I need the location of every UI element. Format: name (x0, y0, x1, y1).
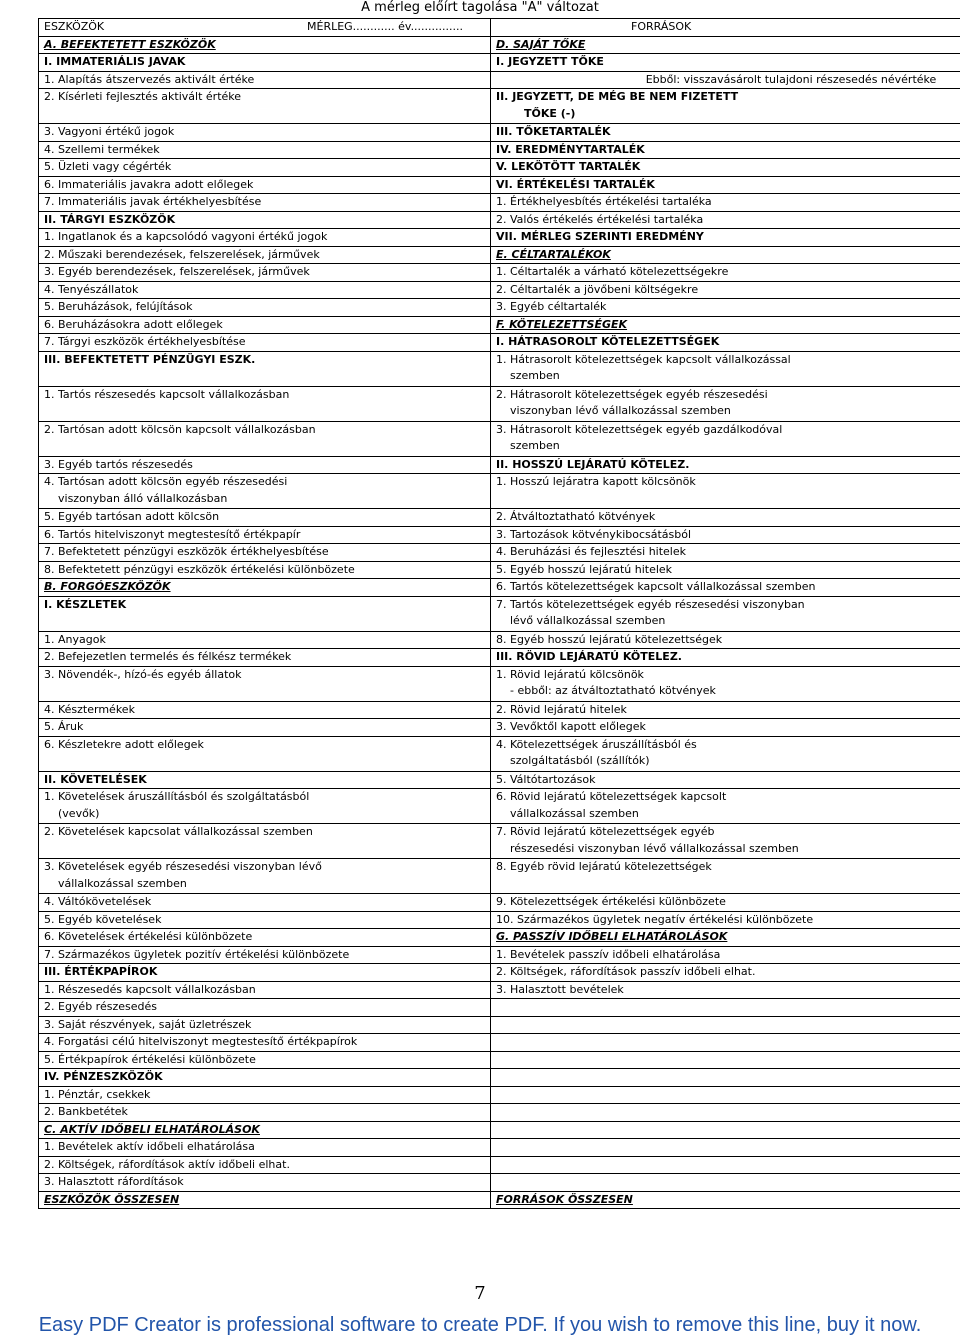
asset-line: 2. Egyéb részesedés (44, 1000, 157, 1013)
liability-cell (491, 666, 960, 701)
liability-cell (491, 334, 960, 352)
asset-line: 4. Tenyészállatok (44, 282, 139, 296)
liability-cell (491, 421, 960, 456)
table-row (39, 1069, 960, 1087)
asset-line: 6. Tartós hitelviszonyt megtestesítő értékpapír (44, 527, 301, 541)
asset-line: 4. Váltókövetelések (44, 895, 152, 908)
table-row (39, 1086, 960, 1104)
header-balance-label: MÉRLEG............ év............... (307, 20, 464, 33)
asset-line: ESZKÖZÖK ÖSSZESEN (44, 1192, 180, 1206)
asset-line: II. KÖVETELÉSEK (44, 772, 147, 786)
liability-cell (491, 36, 960, 54)
asset-line: I. IMMATERIÁLIS JAVAK (44, 55, 186, 68)
asset-cell (39, 544, 491, 562)
liability-line: II. JEGYZETT, DE MÉG BE NEM FIZETETT (496, 90, 739, 103)
liability-cell (491, 229, 960, 247)
asset-cell (39, 771, 491, 789)
asset-line: 7. Tárgyi eszközök értékhelyesbítése (44, 335, 246, 348)
asset-cell (39, 159, 491, 177)
document-title: A mérleg előírt tagolása "A" változat (361, 0, 599, 15)
liability-line: 6. Rövid lejáratú kötelezettségek kapcsolt (496, 790, 727, 803)
liability-line: I. HÁTRASOROLT KÖTELEZETTSÉGEK (496, 335, 720, 348)
table-row (39, 1191, 960, 1209)
asset-line: 1. Követelések áruszállításból és szolgáltatásból (44, 790, 310, 803)
asset-cell (39, 666, 491, 701)
table-row (39, 246, 960, 264)
asset-line-continuation: vállalkozással szemben (58, 876, 187, 890)
liability-line: 3. Halasztott bevételek (496, 982, 624, 996)
table-row (39, 316, 960, 334)
liability-cell (491, 474, 960, 509)
liability-line: 3. Vevőktől kapott előlegek (496, 720, 646, 733)
asset-cell (39, 176, 491, 194)
header-left-cell (39, 19, 491, 37)
table-row (39, 1121, 960, 1139)
liability-cell (491, 386, 960, 421)
liability-cell (491, 89, 960, 124)
table-row (39, 1139, 960, 1157)
asset-line: 1. Ingatlanok és a kapcsolódó vagyoni értékű jogok (44, 230, 328, 243)
table-row (39, 666, 960, 701)
asset-line: 5. Beruházások, felújítások (44, 300, 193, 313)
asset-line: 6. Készletekre adott előlegek (44, 737, 204, 751)
liability-line: 1. Céltartalék a várható kötelezettségekre (496, 265, 729, 278)
liability-cell (491, 316, 960, 334)
asset-cell (39, 631, 491, 649)
liability-cell (491, 789, 960, 824)
asset-cell (39, 561, 491, 579)
table-row (39, 1156, 960, 1174)
asset-cell (39, 71, 491, 89)
table-row (39, 894, 960, 912)
liability-cell (491, 561, 960, 579)
asset-line: 3. Halasztott ráfordítások (44, 1175, 184, 1188)
liability-line: 1. Értékhelyesbítés értékelési tartaléka (496, 195, 712, 208)
table-row (39, 141, 960, 159)
asset-cell (39, 299, 491, 317)
liability-line: IV. EREDMÉNYTARTALÉK (496, 142, 645, 156)
liability-line: 3. Egyéb céltartalék (496, 300, 607, 313)
asset-line: 2. Műszaki berendezések, felszerelések, járművek (44, 247, 320, 261)
asset-cell (39, 526, 491, 544)
liability-cell (491, 509, 960, 527)
asset-line: III. BEFEKTETETT PÉNZÜGYI ESZK. (44, 352, 256, 366)
asset-cell (39, 351, 491, 386)
asset-line: 2. Költségek, ráfordítások aktív időbeli elhat. (44, 1157, 290, 1171)
header-liabilities-label: FORRÁSOK (631, 20, 692, 33)
asset-cell (39, 999, 491, 1017)
table-row (39, 561, 960, 579)
table-row (39, 1174, 960, 1192)
table-row (39, 649, 960, 667)
asset-cell (39, 649, 491, 667)
table-row (39, 579, 960, 597)
asset-cell (39, 1016, 491, 1034)
liability-cell (491, 999, 960, 1017)
asset-cell (39, 929, 491, 947)
asset-cell (39, 1139, 491, 1157)
liability-cell (491, 649, 960, 667)
asset-line: 8. Befektetett pénzügyi eszközök értékelési különbözete (44, 562, 355, 576)
table-row (39, 929, 960, 947)
asset-line: III. ÉRTÉKPAPÍROK (44, 965, 158, 978)
asset-cell (39, 334, 491, 352)
asset-line: 5. Áruk (44, 720, 84, 733)
asset-cell (39, 281, 491, 299)
liability-cell (491, 579, 960, 597)
liability-line: F. KÖTELEZETTSÉGEK (496, 317, 628, 331)
liability-cell (491, 981, 960, 999)
asset-cell (39, 54, 491, 72)
liability-cell (491, 54, 960, 72)
liability-cell (491, 1086, 960, 1104)
liability-line: 6. Tartós kötelezettségek kapcsolt vállalkozással szemben (496, 580, 816, 593)
liability-line: 7. Rövid lejáratú kötelezettségek egyéb (496, 825, 715, 838)
liability-line: 4. Kötelezettségek áruszállításból és (496, 737, 697, 751)
asset-line: 3. Növendék-, hízó-és egyéb állatok (44, 667, 242, 681)
asset-cell (39, 211, 491, 229)
table-row (39, 351, 960, 386)
asset-cell (39, 1191, 491, 1209)
liability-cell (491, 141, 960, 159)
liability-line: 2. Valós értékelés értékelési tartaléka (496, 212, 704, 226)
liability-line: II. HOSSZÚ LEJÁRATÚ KÖTELEZ. (496, 457, 690, 471)
liability-cell (491, 1016, 960, 1034)
table-row (39, 509, 960, 527)
table-row (39, 334, 960, 352)
liability-cell (491, 71, 960, 89)
asset-cell (39, 1156, 491, 1174)
asset-line: 3. Saját részvények, saját üzletrészek (44, 1017, 252, 1031)
table-row (39, 964, 960, 982)
asset-line: 3. Követelések egyéb részesedési viszonyban lévő (44, 860, 322, 873)
asset-line: 2. Kísérleti fejlesztés aktivált értéke (44, 90, 242, 103)
table-row (39, 1051, 960, 1069)
footer-banner: Easy PDF Creator is professional software to create PDF. If you wish to remove this line, buy it now. (38, 1314, 922, 1336)
liability-cell (491, 1121, 960, 1139)
liability-line: 5. Váltótartozások (496, 772, 596, 786)
asset-cell (39, 474, 491, 509)
asset-cell (39, 946, 491, 964)
table-row (39, 771, 960, 789)
asset-cell (39, 124, 491, 142)
asset-cell (39, 89, 491, 124)
liability-line: Ebből: visszavásárolt tulajdoni részesedés névértéke (645, 72, 937, 86)
table-row (39, 946, 960, 964)
table-row (39, 194, 960, 212)
liability-cell (491, 771, 960, 789)
asset-line-continuation: (vevők) (58, 806, 100, 820)
table-row (39, 981, 960, 999)
table-row (39, 1104, 960, 1122)
liability-cell (491, 194, 960, 212)
table-row (39, 299, 960, 317)
asset-line: 2. Bankbetétek (44, 1105, 128, 1118)
asset-cell (39, 964, 491, 982)
asset-cell (39, 456, 491, 474)
asset-cell (39, 386, 491, 421)
asset-line: C. AKTÍV IDŐBELI ELHATÁROLÁSOK (44, 1122, 260, 1136)
table-row (39, 176, 960, 194)
table-row (39, 54, 960, 72)
asset-cell (39, 246, 491, 264)
asset-cell (39, 1034, 491, 1052)
liability-line-continuation: szemben (510, 439, 560, 452)
asset-line-continuation: viszonyban álló vállalkozásban (58, 491, 228, 505)
asset-cell (39, 264, 491, 282)
asset-cell (39, 509, 491, 527)
liability-line-continuation: viszonyban lévő vállalkozással szemben (510, 404, 731, 417)
table-row (39, 859, 960, 894)
asset-line: 5. Értékpapírok értékelési különbözete (44, 1052, 256, 1066)
asset-line: 1. Alapítás átszervezés aktivált értéke (44, 72, 255, 86)
liability-line: G. PASSZÍV IDŐBELI ELHATÁROLÁSOK (496, 930, 728, 943)
table-row (39, 474, 960, 509)
asset-line: 5. Egyéb tartósan adott kölcsön (44, 510, 220, 523)
asset-cell (39, 1069, 491, 1087)
liability-line: 7. Tartós kötelezettségek egyéb részesedési viszonyban (496, 597, 805, 611)
liability-cell (491, 526, 960, 544)
table-row (39, 229, 960, 247)
liability-line: I. JEGYZETT TŐKE (496, 55, 604, 68)
liability-line: 1. Hátrasorolt kötelezettségek kapcsolt vállalkozással (496, 352, 791, 366)
asset-line: 6. Immateriális javakra adott előlegek (44, 177, 254, 191)
asset-cell (39, 1104, 491, 1122)
asset-line: 4. Késztermékek (44, 702, 135, 716)
asset-line: IV. PÉNZESZKÖZÖK (44, 1070, 163, 1083)
asset-cell (39, 141, 491, 159)
asset-line: 2. Követelések kapcsolat vállalkozással szemben (44, 825, 313, 838)
table-row (39, 596, 960, 631)
header-assets-label: ESZKÖZÖK (44, 20, 105, 33)
table-row (39, 1034, 960, 1052)
asset-line: 5. Egyéb követelések (44, 912, 162, 926)
liability-cell (491, 1051, 960, 1069)
table-row (39, 456, 960, 474)
liability-line: 4. Beruházási és fejlesztési hitelek (496, 545, 686, 558)
liability-line: 3. Tartozások kötvénykibocsátásból (496, 527, 692, 541)
asset-line: II. TÁRGYI ESZKÖZÖK (44, 212, 176, 226)
liability-line: 3. Hátrasorolt kötelezettségek egyéb gazdálkodóval (496, 422, 783, 436)
asset-cell (39, 1121, 491, 1139)
asset-cell (39, 1086, 491, 1104)
asset-line: B. FORGÓESZKÖZÖK (44, 580, 171, 593)
liability-line-continuation: vállalkozással szemben (510, 806, 639, 820)
liability-line: 1. Rövid lejáratú kölcsönök (496, 667, 644, 681)
liability-line: VII. MÉRLEG SZERINTI EREDMÉNY (496, 230, 704, 243)
liability-cell (491, 456, 960, 474)
asset-line: 7. Immateriális javak értékhelyesbítése (44, 195, 262, 208)
asset-cell (39, 981, 491, 999)
asset-line: I. KÉSZLETEK (44, 597, 127, 611)
asset-cell (39, 579, 491, 597)
liability-cell (491, 701, 960, 719)
asset-line: 3. Egyéb berendezések, felszerelések, járművek (44, 265, 310, 278)
liability-line: 8. Egyéb hosszú lejáratú kötelezettségek (496, 632, 723, 646)
asset-line: 1. Bevételek aktív időbeli elhatárolása (44, 1140, 255, 1153)
liability-cell (491, 1104, 960, 1122)
asset-cell (39, 894, 491, 912)
table-row (39, 89, 960, 124)
asset-cell (39, 229, 491, 247)
liability-cell (491, 736, 960, 771)
asset-line: 4. Tartósan adott kölcsön egyéb részesedési (44, 475, 288, 488)
asset-line: 7. Befektetett pénzügyi eszközök értékhelyesbítése (44, 545, 329, 558)
page-number: 7 (474, 1283, 486, 1304)
asset-line: 4. Szellemi termékek (44, 142, 160, 156)
liability-cell (491, 264, 960, 282)
asset-cell (39, 421, 491, 456)
liability-cell (491, 1034, 960, 1052)
asset-line: 4. Forgatási célú hitelviszonyt megtestesítő értékpapírok (44, 1035, 358, 1048)
liability-line: E. CÉLTARTALÉKOK (496, 247, 611, 261)
liability-line: D. SAJÁT TŐKE (496, 37, 586, 51)
table-row (39, 789, 960, 824)
liability-line: 8. Egyéb rövid lejáratú kötelezettségek (496, 860, 712, 873)
table-row (39, 911, 960, 929)
table-row (39, 1016, 960, 1034)
liability-line: III. RÖVID LEJÁRATÚ KÖTELEZ. (496, 650, 682, 663)
liability-line: VI. ÉRTÉKELÉSI TARTALÉK (496, 177, 655, 191)
table-row (39, 386, 960, 421)
liability-line-continuation: szolgáltatásból (szállítók) (510, 754, 650, 767)
liability-line: 10. Származékos ügyletek negatív értékelési különbözete (496, 912, 814, 926)
header-right-cell (491, 19, 960, 37)
liability-cell (491, 159, 960, 177)
liability-cell (491, 124, 960, 142)
liability-cell (491, 946, 960, 964)
balance-sheet-table (38, 18, 960, 1209)
liability-line-continuation: részesedési viszonyban lévő vállalkozással szemben (510, 841, 799, 855)
liability-cell (491, 544, 960, 562)
liability-line: FORRÁSOK ÖSSZESEN (496, 1192, 633, 1206)
liability-cell (491, 824, 960, 859)
asset-line: 2. Tartósan adott kölcsön kapcsolt vállalkozásban (44, 422, 316, 436)
table-row (39, 701, 960, 719)
table-row (39, 159, 960, 177)
liability-line: 5. Egyéb hosszú lejáratú hitelek (496, 562, 673, 576)
table-row (39, 71, 960, 89)
liability-cell (491, 211, 960, 229)
liability-cell (491, 351, 960, 386)
liability-line-continuation: - ebből: az átváltoztatható kötvények (510, 684, 716, 697)
liability-cell (491, 859, 960, 894)
liability-cell (491, 299, 960, 317)
asset-cell (39, 1174, 491, 1192)
liability-cell (491, 1139, 960, 1157)
asset-cell (39, 194, 491, 212)
liability-cell (491, 1069, 960, 1087)
liability-line: 1. Bevételek passzív időbeli elhatárolása (496, 947, 721, 961)
asset-cell (39, 701, 491, 719)
asset-cell (39, 789, 491, 824)
table-row (39, 264, 960, 282)
liability-line: V. LEKÖTÖTT TARTALÉK (496, 160, 641, 173)
table-row (39, 824, 960, 859)
asset-cell (39, 859, 491, 894)
table-row (39, 736, 960, 771)
asset-line: 2. Befejezetlen termelés és félkész termékek (44, 650, 292, 663)
asset-line: 1. Pénztár, csekkek (44, 1087, 151, 1101)
liability-cell (491, 176, 960, 194)
asset-cell (39, 824, 491, 859)
asset-line: 1. Anyagok (44, 632, 106, 646)
asset-cell (39, 1051, 491, 1069)
liability-cell (491, 1174, 960, 1192)
asset-line: 6. Követelések értékelési különbözete (44, 930, 253, 943)
liability-line-continuation: szemben (510, 369, 560, 382)
header-row (39, 19, 960, 37)
liability-line: 2. Átváltoztatható kötvények (496, 510, 656, 523)
asset-line: 1. Tartós részesedés kapcsolt vállalkozásban (44, 387, 290, 401)
liability-cell (491, 631, 960, 649)
asset-cell (39, 36, 491, 54)
asset-line: 6. Beruházásokra adott előlegek (44, 317, 223, 331)
liability-line: 2. Költségek, ráfordítások passzív időbeli elhat. (496, 965, 756, 978)
table-row (39, 719, 960, 737)
liability-line-continuation: TŐKE (-) (524, 106, 576, 120)
asset-line: 3. Vagyoni értékű jogok (44, 125, 175, 138)
asset-line: A. BEFEKTETETT ESZKÖZÖK (44, 37, 216, 51)
table-row (39, 544, 960, 562)
table-row (39, 999, 960, 1017)
table-row (39, 281, 960, 299)
liability-line: 2. Hátrasorolt kötelezettségek egyéb részesedési (496, 387, 768, 401)
liability-line: 2. Céltartalék a jövőbeni költségekre (496, 282, 699, 296)
asset-line: 5. Üzleti vagy cégérték (44, 160, 172, 173)
liability-cell (491, 281, 960, 299)
liability-line: 1. Hosszú lejáratra kapott kölcsönök (496, 475, 696, 488)
liability-line: 2. Rövid lejáratú hitelek (496, 702, 627, 716)
table-row (39, 631, 960, 649)
liability-cell (491, 1156, 960, 1174)
liability-line: III. TŐKETARTALÉK (496, 125, 611, 138)
asset-cell (39, 719, 491, 737)
liability-line-continuation: lévő vállalkozással szemben (510, 614, 666, 627)
liability-cell (491, 911, 960, 929)
table-row (39, 36, 960, 54)
liability-cell (491, 964, 960, 982)
liability-line: 9. Kötelezettségek értékelési különbözete (496, 895, 726, 908)
asset-cell (39, 316, 491, 334)
table-row (39, 526, 960, 544)
asset-cell (39, 596, 491, 631)
asset-line: 1. Részesedés kapcsolt vállalkozásban (44, 982, 256, 996)
liability-cell (491, 1191, 960, 1209)
liability-cell (491, 596, 960, 631)
asset-line: 3. Egyéb tartós részesedés (44, 457, 193, 471)
table-row (39, 211, 960, 229)
asset-cell (39, 911, 491, 929)
asset-cell (39, 736, 491, 771)
liability-cell (491, 929, 960, 947)
table-row (39, 421, 960, 456)
liability-cell (491, 719, 960, 737)
table-row (39, 124, 960, 142)
liability-cell (491, 894, 960, 912)
asset-line: 7. Származékos ügyletek pozitív értékelési különbözete (44, 947, 350, 961)
liability-cell (491, 246, 960, 264)
